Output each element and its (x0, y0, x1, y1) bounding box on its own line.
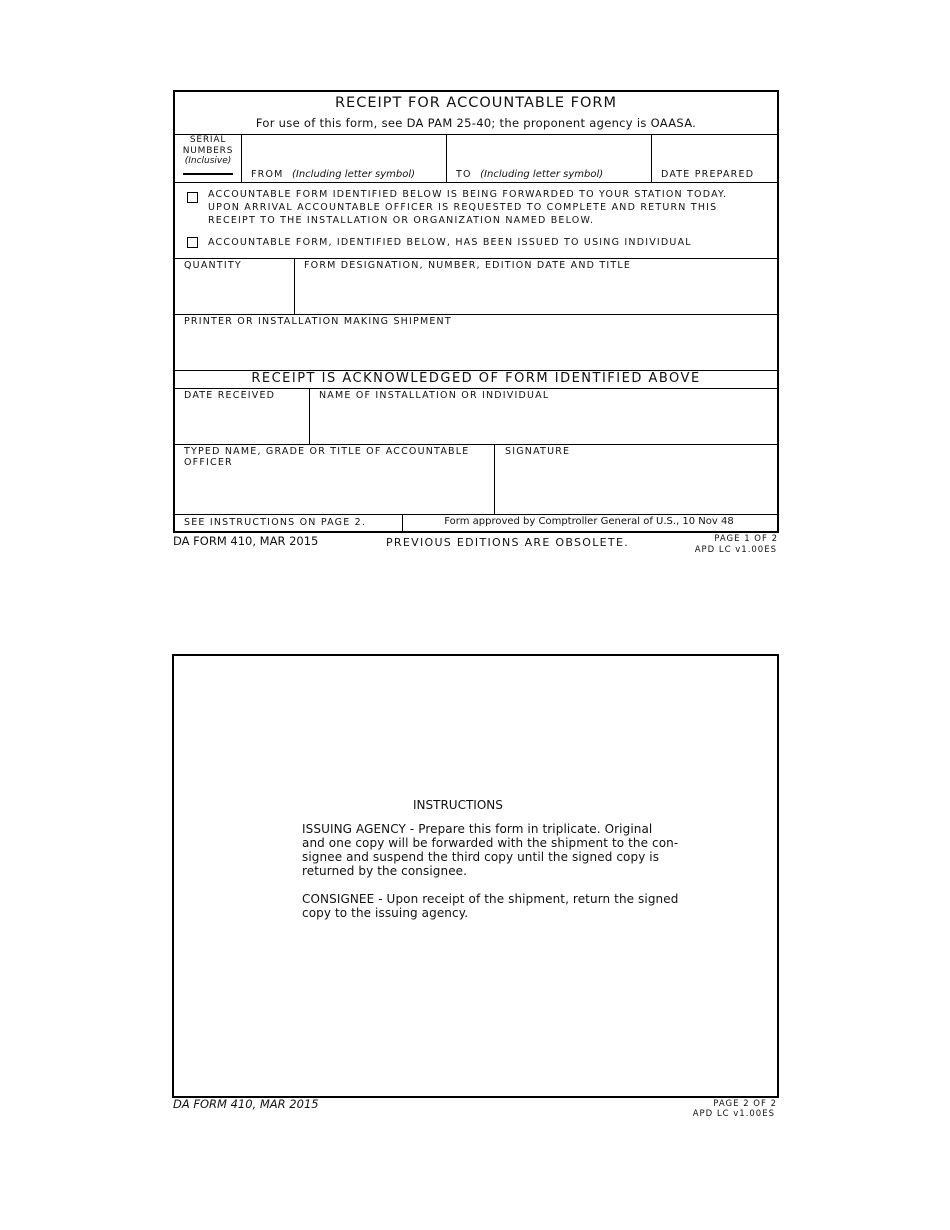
receipt-form (173, 90, 779, 533)
serial-line2: NUMBERS (182, 145, 234, 156)
typed-name-line1: TYPED NAME, GRADE OR TITLE OF ACCOUNTABLE (184, 446, 470, 457)
divider (175, 514, 777, 515)
to-label-text: TO (456, 169, 472, 180)
to-hint: (Including letter symbol) (480, 169, 604, 180)
printer-label: PRINTER OR INSTALLATION MAKING SHIPMENT (184, 316, 452, 327)
form-subtitle: For use of this form, see DA PAM 25-40; the proponent agency is OAASA. (255, 116, 697, 130)
issued-checkbox[interactable] (187, 237, 198, 248)
form-title: RECEIPT FOR ACCOUNTABLE FORM (334, 95, 618, 111)
signature-label: SIGNATURE (505, 446, 571, 457)
option1-line2: UPON ARRIVAL ACCOUNTABLE OFFICER IS REQUESTED TO COMPLETE AND RETURN THIS (208, 202, 718, 213)
quantity-label: QUANTITY (184, 260, 242, 271)
to-input[interactable] (448, 140, 651, 168)
date-received-input[interactable] (177, 404, 307, 440)
serial-line1: SERIAL (189, 135, 227, 145)
divider (175, 134, 777, 135)
serial-line3: (Inclusive) (184, 156, 232, 166)
issuing-line4: returned by the consignee. (302, 864, 468, 878)
divider (651, 134, 652, 182)
date-prepared-input[interactable] (653, 140, 777, 168)
previous-editions-text: PREVIOUS EDITIONS ARE OBSOLETE. (386, 536, 629, 549)
from-label-text: FROM (251, 169, 284, 180)
forwarded-checkbox[interactable] (187, 192, 198, 203)
printer-input[interactable] (177, 330, 775, 366)
from-label (251, 169, 415, 180)
quantity-input[interactable] (177, 274, 292, 310)
divider (446, 134, 447, 182)
page2-page-number: PAGE 2 OF 2 (713, 1099, 777, 1109)
from-input[interactable] (243, 140, 446, 168)
consignee-line1: CONSIGNEE - Upon receipt of the shipment, return the signed (302, 892, 679, 906)
divider (175, 388, 777, 389)
divider (494, 444, 495, 514)
page2-version: APD LC v1.00ES (692, 1109, 775, 1119)
page1-form-number: DA FORM 410, MAR 2015 (173, 534, 319, 548)
ack-heading: RECEIPT IS ACKNOWLEDGED OF FORM IDENTIFIED ABOVE (251, 371, 701, 386)
page1-page-number: PAGE 1 OF 2 (714, 534, 778, 544)
serial-numbers-label (175, 135, 241, 167)
issuing-line2: and one copy will be forwarded with the shipment to the con- (302, 836, 679, 850)
divider (175, 314, 777, 315)
typed-name-input[interactable] (177, 472, 491, 510)
divider (309, 388, 310, 444)
from-hint: (Including letter symbol) (292, 169, 416, 180)
page1-version: APD LC v1.00ES (694, 545, 777, 555)
option1-line1: ACCOUNTABLE FORM IDENTIFIED BELOW IS BEING FORWARDED TO YOUR STATION TODAY. (208, 189, 728, 200)
consignee-line2: copy to the issuing agency. (302, 906, 469, 920)
divider (175, 444, 777, 445)
typed-name-line2: OFFICER (184, 457, 233, 468)
issuing-line1: ISSUING AGENCY - Prepare this form in triplicate. Original (302, 822, 653, 836)
instructions-box (172, 654, 779, 1098)
divider (175, 182, 777, 183)
option1-line3: RECEIPT TO THE INSTALLATION OR ORGANIZATION NAMED BELOW. (208, 215, 595, 226)
instructions-heading: INSTRUCTIONS (413, 798, 503, 812)
name-installation-input[interactable] (312, 404, 775, 440)
date-prepared-label: DATE PREPARED (661, 169, 755, 180)
issuing-agency-paragraph (302, 822, 678, 878)
divider (175, 258, 777, 259)
form-designation-label: FORM DESIGNATION, NUMBER, EDITION DATE AND TITLE (304, 260, 632, 271)
page2-form-number: DA FORM 410, MAR 2015 (173, 1097, 319, 1111)
consignee-paragraph (302, 892, 678, 920)
typed-name-label (184, 446, 469, 468)
divider (241, 134, 242, 182)
name-installation-label: NAME OF INSTALLATION OR INDIVIDUAL (319, 390, 550, 401)
issuing-line3: signee and suspend the third copy until the signed copy is (302, 850, 660, 864)
form-approved-text: Form approved by Comptroller General of U.S., 10 Nov 48 (444, 516, 734, 527)
serial-underline (183, 173, 233, 175)
divider (294, 258, 295, 314)
form-designation-input[interactable] (297, 274, 775, 310)
see-instructions-text: SEE INSTRUCTIONS ON PAGE 2. (184, 517, 367, 528)
date-received-label: DATE RECEIVED (184, 390, 276, 401)
to-label (456, 169, 603, 180)
signature-field[interactable] (497, 460, 775, 510)
issued-option-text: ACCOUNTABLE FORM, IDENTIFIED BELOW, HAS BEEN ISSUED TO USING INDIVIDUAL (208, 237, 692, 248)
forwarded-option-text (208, 188, 727, 227)
